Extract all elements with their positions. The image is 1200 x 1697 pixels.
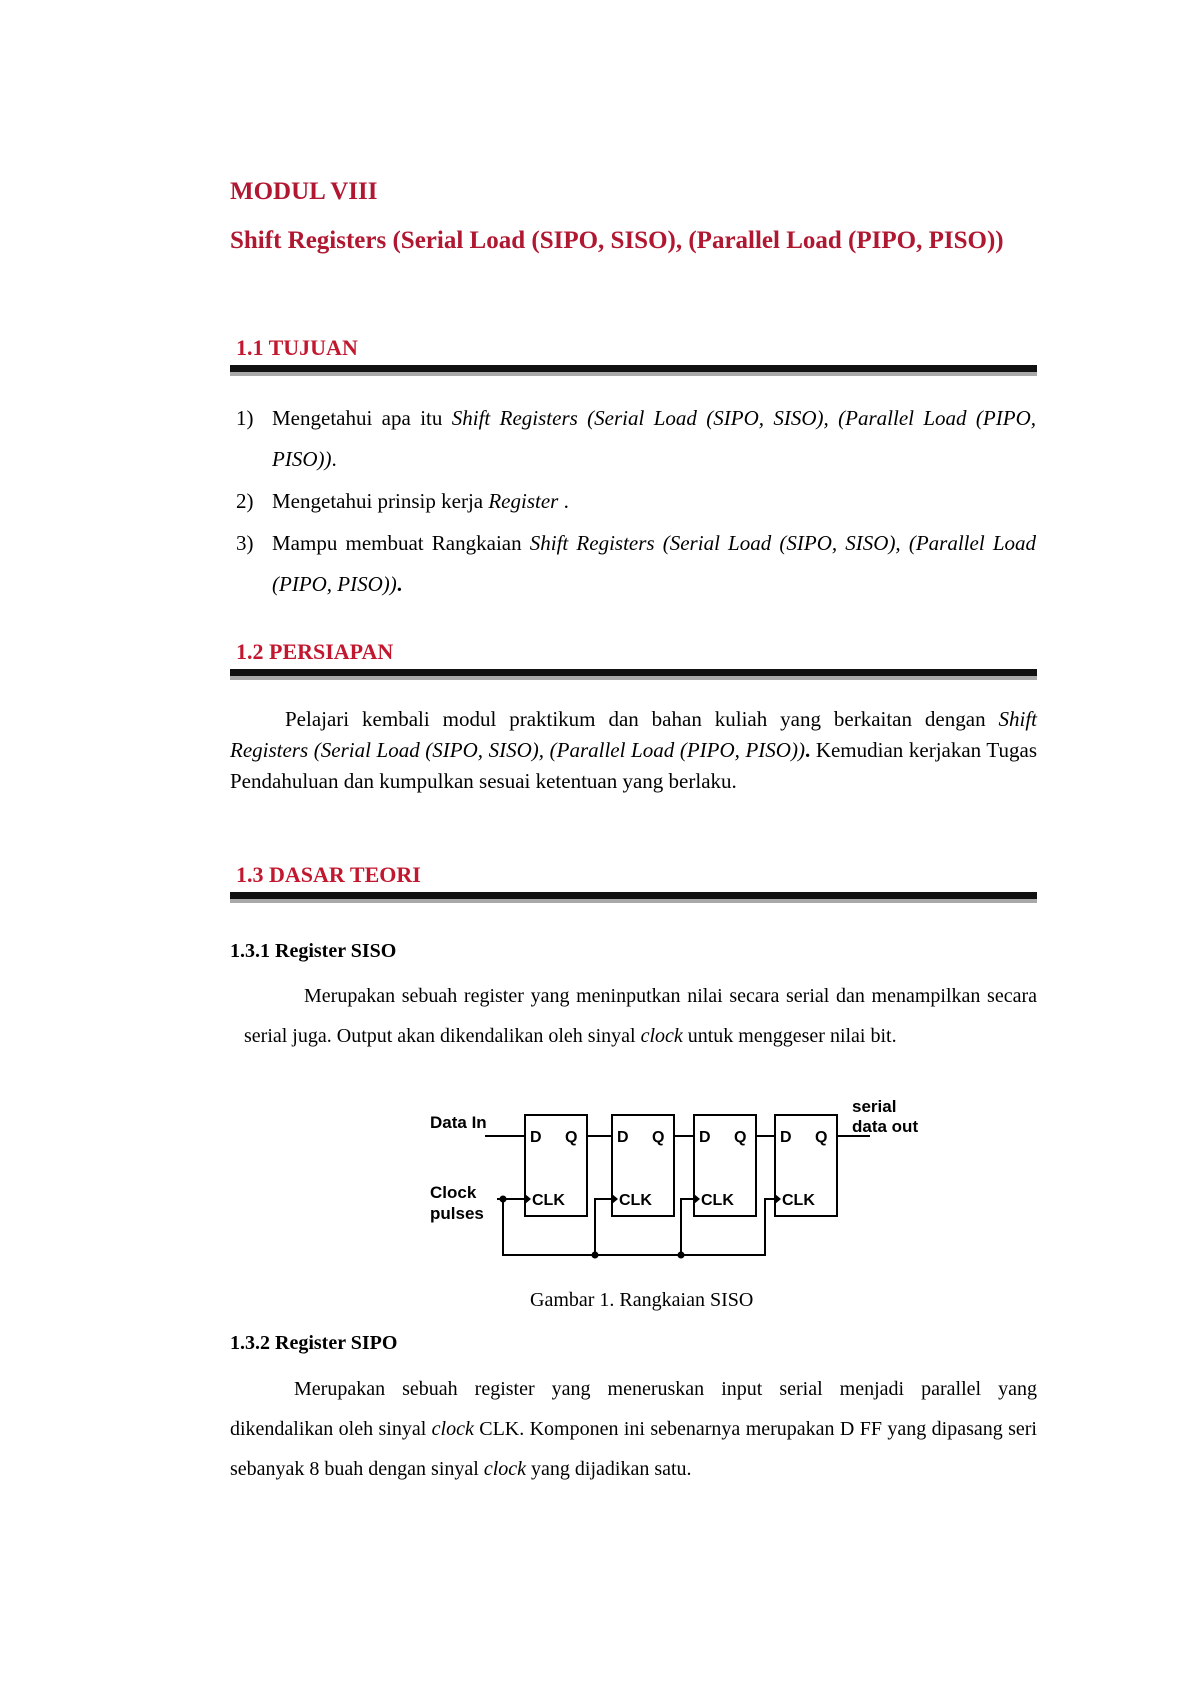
paragraph-text-end: untuk menggeser nilai bit. xyxy=(682,1025,897,1047)
clock-bus xyxy=(503,1199,681,1255)
clock-wire-3 xyxy=(681,1199,694,1255)
clock-edge-marker xyxy=(694,1194,700,1204)
paragraph-text: Merupakan sebuah register yang meninputkan nilai secara serial dan menampilkan secara serial juga. Output akan dikendalikan oleh sinyal xyxy=(244,985,1037,1047)
pin-q-label: Q xyxy=(565,1129,578,1146)
section-divider xyxy=(230,669,1037,680)
pin-clk-label: CLK xyxy=(782,1192,815,1209)
pin-d-label: D xyxy=(530,1129,542,1146)
list-text-end: . xyxy=(396,572,403,596)
sipo-paragraph xyxy=(230,1369,1037,1489)
data-out-label: data out xyxy=(852,1117,919,1136)
pin-q-label: Q xyxy=(815,1129,828,1146)
pin-q-label: Q xyxy=(734,1129,747,1146)
list-emphasis: Shift Registers (Serial Load (SIPO, SISO), (Parallel Load (PIPO, PISO)) xyxy=(272,406,1036,471)
clock-edge-marker xyxy=(612,1194,618,1204)
paragraph-text-mid: CLK. Komponen ini sebenarnya merupakan D FF yang dipasang seri sebanyak 8 buah dengan sinyal xyxy=(230,1418,1037,1480)
paragraph-text: Pelajari kembali modul praktikum dan bahan kuliah yang berkaitan dengan xyxy=(285,707,999,731)
section-heading-dasar-teori: 1.3 DASAR TEORI xyxy=(236,862,421,887)
list-item xyxy=(236,481,1036,522)
pin-clk-label: CLK xyxy=(701,1192,734,1209)
figure-caption: Gambar 1. Rangkaian SISO xyxy=(530,1289,754,1311)
data-in-label: Data In xyxy=(430,1113,487,1132)
list-text-end: . xyxy=(558,489,569,513)
subsection-heading-siso: 1.3.1 Register SISO xyxy=(230,940,397,962)
subsection-heading-sipo: 1.3.2 Register SIPO xyxy=(230,1332,398,1354)
pulses-label: pulses xyxy=(430,1204,484,1223)
section-divider xyxy=(230,365,1037,376)
list-text: Mengetahui prinsip kerja xyxy=(272,489,489,513)
list-emphasis: Register xyxy=(488,489,559,513)
pin-clk-label: CLK xyxy=(619,1192,652,1209)
tujuan-list xyxy=(236,398,1036,606)
paragraph-text-end: yang dijadikan satu. xyxy=(526,1458,692,1480)
section-heading-tujuan: 1.1 TUJUAN xyxy=(236,335,358,360)
paragraph-emphasis: Shift Registers (Serial Load (SIPO, SISO), (Parallel Load (PIPO, PISO)) xyxy=(230,707,1037,762)
persiapan-paragraph xyxy=(230,704,1037,797)
section-heading-persiapan: 1.2 PERSIAPAN xyxy=(236,639,394,664)
list-text: Mampu membuat Rangkaian xyxy=(272,531,530,555)
pin-d-label: D xyxy=(617,1129,629,1146)
serial-out-label: serial xyxy=(852,1098,897,1116)
junction-dot xyxy=(678,1252,685,1259)
paragraph-emphasis: clock xyxy=(431,1418,474,1440)
module-title: MODUL VIII xyxy=(230,178,378,205)
clock-edge-marker xyxy=(775,1194,781,1204)
pin-clk-label: CLK xyxy=(532,1192,565,1209)
clock-label: Clock xyxy=(430,1183,477,1202)
list-number: 2) xyxy=(236,489,254,513)
pin-d-label: D xyxy=(699,1129,711,1146)
module-subtitle: Shift Registers (Serial Load (SIPO, SISO), (Parallel Load (PIPO, PISO)) xyxy=(230,227,1004,254)
paragraph-text: Merupakan sebuah register yang meneruskan input serial menjadi parallel yang dikendalikan oleh sinyal xyxy=(230,1378,1037,1440)
list-number: 1) xyxy=(236,406,254,430)
clock-edge-marker xyxy=(525,1194,531,1204)
junction-dot xyxy=(500,1196,507,1203)
pin-q-label: Q xyxy=(652,1129,665,1146)
paragraph-period: . xyxy=(804,738,811,762)
section-divider xyxy=(230,892,1037,903)
paragraph-text-end: Kemudian kerjakan Tugas Pendahuluan dan kumpulkan sesuai ketentuan yang berlaku. xyxy=(230,738,1037,793)
siso-circuit-diagram xyxy=(425,1098,935,1268)
paragraph-emphasis: clock xyxy=(483,1458,527,1480)
list-emphasis: Shift Registers (Serial Load (SIPO, SISO), (Parallel Load (PIPO, PISO)) xyxy=(272,531,1037,596)
list-item xyxy=(236,398,1036,480)
junction-dot xyxy=(592,1252,599,1259)
siso-paragraph xyxy=(244,976,1037,1056)
clock-wire-2 xyxy=(595,1199,612,1255)
pin-d-label: D xyxy=(780,1129,792,1146)
list-text-end: . xyxy=(331,447,337,471)
list-text: Mengetahui apa itu xyxy=(272,406,452,430)
paragraph-emphasis: clock xyxy=(640,1025,683,1047)
list-item xyxy=(236,523,1036,605)
list-number: 3) xyxy=(236,531,254,555)
